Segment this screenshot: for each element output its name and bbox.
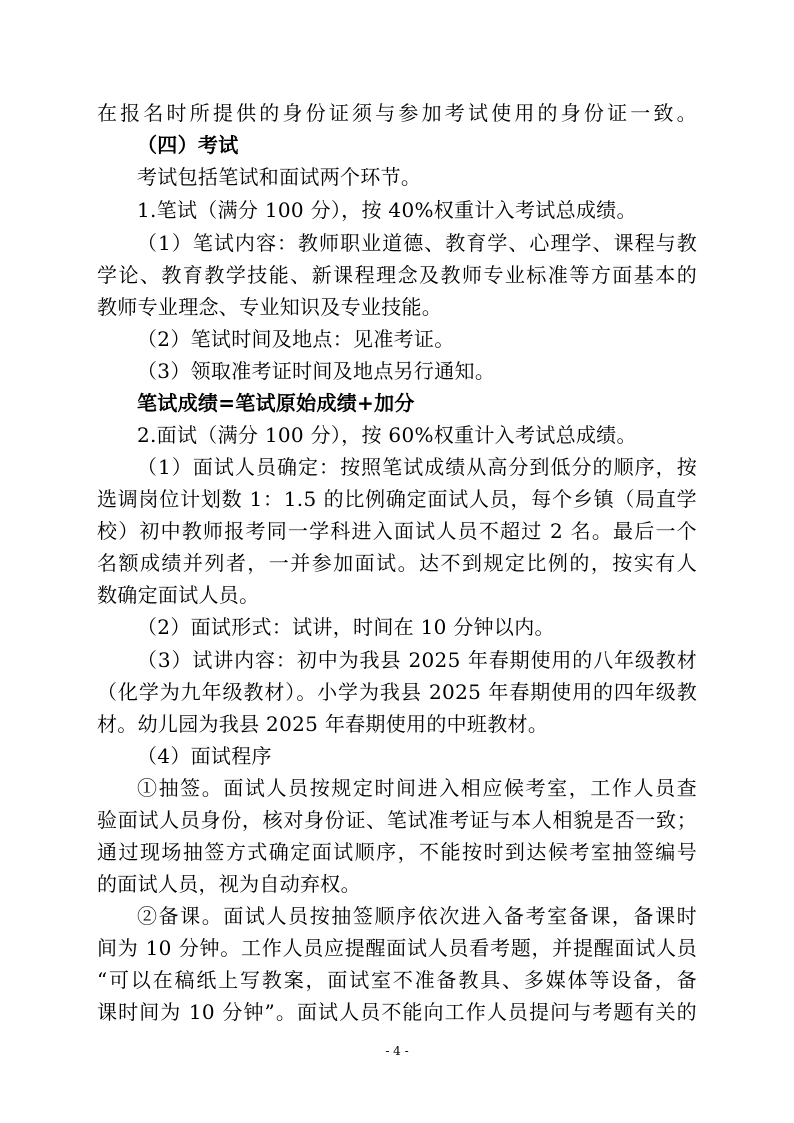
text-line: 的面试人员，视为自动弃权。 — [97, 872, 361, 896]
text-line: （3）试讲内容：初中为我县 2025 年春期使用的八年级教材 — [137, 648, 697, 672]
text-line: （2）笔试时间及地点：见准考证。 — [137, 327, 455, 351]
text-line: 学论、教育教学技能、新课程理念及教师专业标准等方面基本的 — [97, 263, 697, 287]
text-line: （4）面试程序 — [137, 744, 272, 768]
section-heading: （四）考试 — [137, 133, 239, 157]
text-line: （1）面试人员确定：按照笔试成绩从高分到低分的顺序，按 — [137, 455, 697, 479]
text-line: 材。幼儿园为我县 2025 年春期使用的中班教材。 — [97, 712, 549, 736]
text-line: 验面试人员身份，核对身份证、笔试准考证与本人相貌是否一致； — [97, 808, 697, 832]
text-line: 1.笔试（满分 100 分），按 40%权重计入考试总成绩。 — [137, 198, 637, 222]
text-line: 校）初中教师报考同一学科进入面试人员不超过 2 名。最后一个 — [97, 519, 697, 543]
text-line: 教师专业理念、专业知识及专业技能。 — [97, 295, 443, 319]
text-line: ①抽签。面试人员按规定时间进入相应候考室，工作人员查 — [137, 776, 697, 800]
text-line: 考试包括笔试和面试两个环节。 — [137, 165, 422, 189]
text-line: 选调岗位计划数 1：1.5 的比例确定面试人员，每个乡镇（局直学 — [97, 487, 697, 511]
text-line: “可以在稿纸上写教案，面试室不准备教具、多媒体等设备，备 — [97, 968, 697, 992]
page-number: - 4 - — [385, 1044, 409, 1058]
text-line: 2.面试（满分 100 分），按 60%权重计入考试总成绩。 — [137, 423, 637, 447]
text-line: 间为 10 分钟。工作人员应提醒面试人员看考题，并提醒面试人员 — [97, 936, 697, 960]
text-line: 在报名时所提供的身份证须与参加考试使用的身份证一致。 — [97, 101, 697, 125]
text-line: （化学为九年级教材）。小学为我县 2025 年春期使用的四年级教 — [97, 680, 697, 704]
text-line: 通过现场抽签方式确定面试顺序，不能按时到达候考室抽签编号 — [97, 840, 697, 864]
text-line: （3）领取准考证时间及地点另行通知。 — [137, 359, 496, 383]
text-line: 名额成绩并列者，一并参加面试。达不到规定比例的，按实有人 — [97, 551, 697, 575]
text-line: （1）笔试内容：教师职业道德、教育学、心理学、课程与教 — [137, 231, 697, 255]
formula-heading: 笔试成绩=笔试原始成绩+加分 — [137, 391, 415, 415]
text-line: 课时间为 10 分钟”。面试人员不能向工作人员提问与考题有关的 — [97, 1000, 697, 1024]
text-line: ②备课。面试人员按抽签顺序依次进入备考室备课，备课时 — [137, 904, 697, 928]
text-line: （2）面试形式：试讲，时间在 10 分钟以内。 — [137, 615, 555, 639]
text-line: 数确定面试人员。 — [97, 583, 260, 607]
